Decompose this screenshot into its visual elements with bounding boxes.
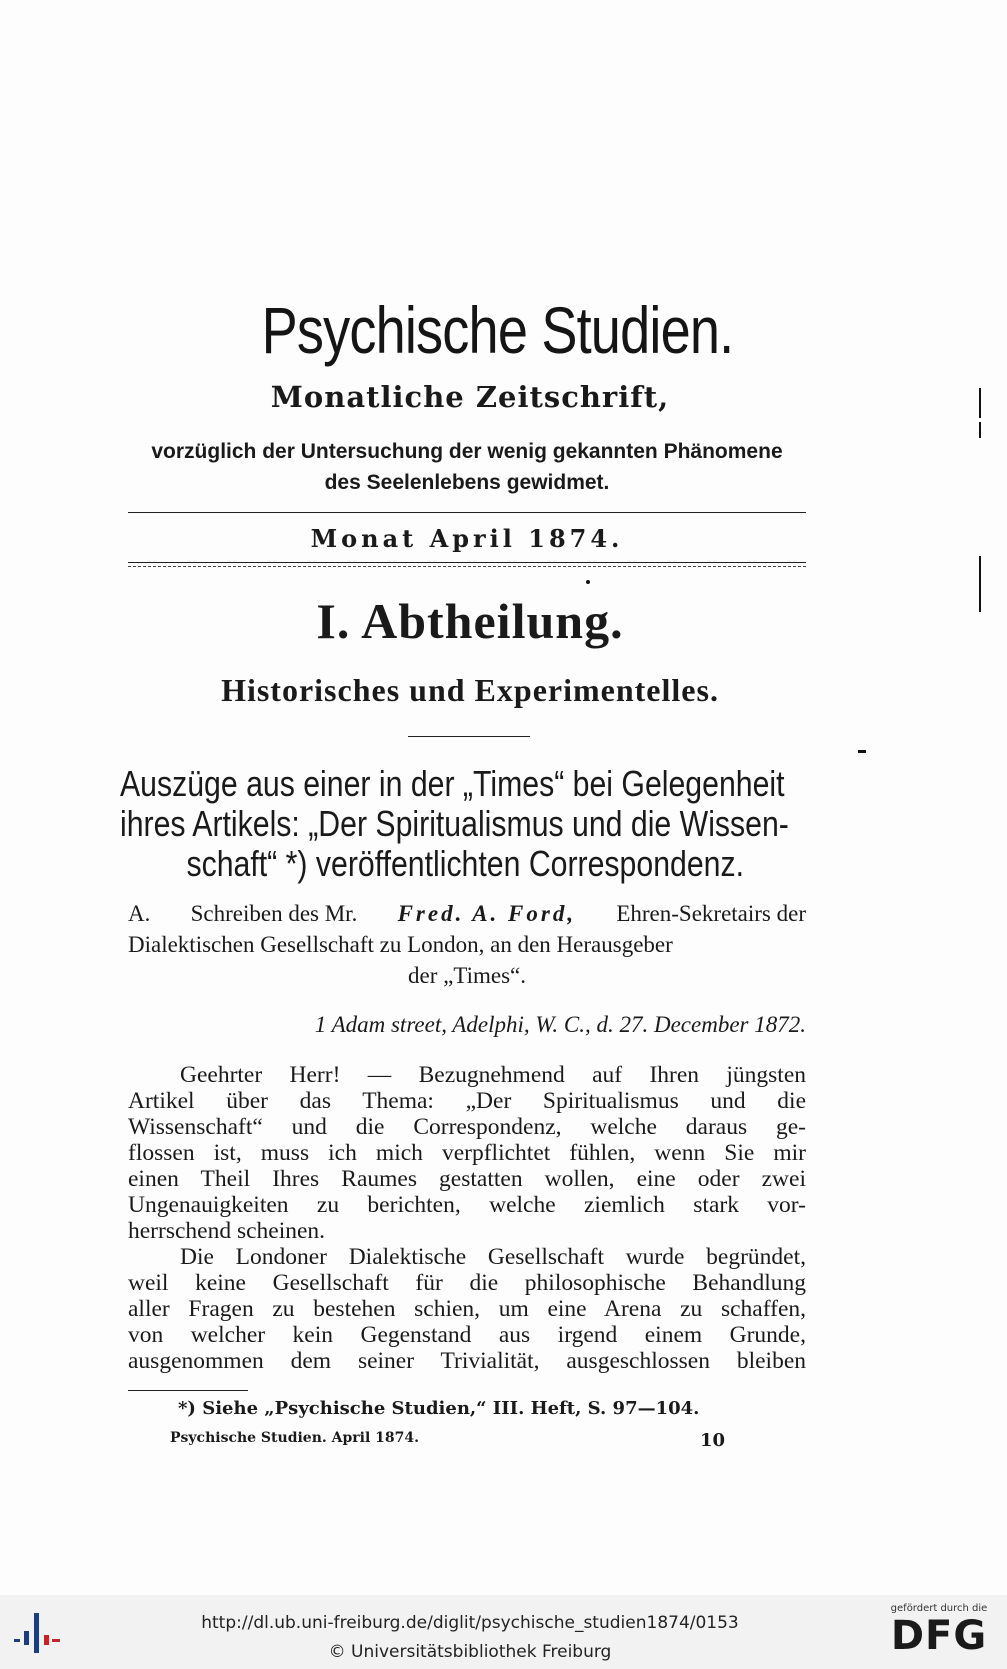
body-line: weil keine Gesellschaft für die philosophische Behandlung <box>128 1270 806 1296</box>
body-line: von welcher kein Gegenstand aus irgend einem Grunde, <box>128 1322 806 1348</box>
body-line: Die Londoner Dialektische Gesellschaft wurde begründet, <box>180 1244 806 1270</box>
heading-line: ihres Artikels: „Der Spiritualismus und die Wissen- <box>120 803 789 844</box>
body-line: Geehrter Herr! — Bezugnehmend auf Ihren jüngsten <box>180 1062 806 1088</box>
scan-mark <box>979 422 981 438</box>
letter-line: Dialektischen Gesellschaft zu London, an den Herausgeber <box>128 932 673 957</box>
paragraph-1 <box>128 1062 806 1244</box>
sheet-number: 10 <box>699 1430 725 1451</box>
issue-month: Monat April 1874. <box>310 524 624 553</box>
divider-rule <box>128 512 806 513</box>
dateline: 1 Adam street, Adelphi, W. C., d. 27. December 1872. <box>314 1012 806 1037</box>
journal-description <box>128 436 806 498</box>
article-body <box>128 1062 806 1374</box>
scan-mark <box>979 388 981 418</box>
letter-intro-a: Schreiben des Mr. <box>190 901 358 926</box>
dfg-logo <box>880 1603 998 1658</box>
divider-rule-dashed <box>128 566 806 567</box>
divider-rule <box>128 562 806 563</box>
body-line: Ungenauigkeiten zu berichten, welche ziemlich stark vor- <box>128 1192 806 1218</box>
heading-line: schaft“ *) veröffentlichten Correspondenz. <box>186 843 744 884</box>
heading-line: Auszüge aus einer in der „Times“ bei Gelegenheit <box>120 763 785 804</box>
body-line: herrschend scheinen. <box>128 1218 326 1244</box>
running-footer <box>170 1430 725 1451</box>
letter-intro <box>128 898 806 991</box>
body-line: Artikel über das Thema: „Der Spiritualismus und die <box>128 1088 806 1114</box>
letter-line: der „Times“. <box>408 963 526 988</box>
permalink-url[interactable]: http://dl.ub.uni-freiburg.de/diglit/psychische_studien1874/0153 <box>201 1613 739 1633</box>
body-line: flossen ist, muss ich mich verpflichtet fühlen, wenn Sie mir <box>128 1140 806 1166</box>
section-subtitle: Historisches und Experimentelles. <box>221 672 719 708</box>
copyright-text: © Universitätsbibliothek Freiburg <box>328 1642 612 1662</box>
body-line: Wissenschaft“ und die Correspondenz, welche daraus ge- <box>128 1114 806 1140</box>
footnote-rule <box>128 1390 248 1391</box>
letter-label: A. <box>128 901 151 926</box>
scan-mark <box>979 556 981 612</box>
body-line: einen Theil Ihres Raumes gestatten wollen, eine oder zwei <box>128 1166 806 1192</box>
footnote: *) Siehe „Psychische Studien,“ III. Heft, S. 97—104. <box>178 1398 700 1419</box>
letter-intro-b: Ehren-Sekretairs der <box>616 901 806 926</box>
scan-speck <box>858 750 866 753</box>
journal-subtitle: Monatliche Zeitschrift, <box>270 380 670 414</box>
article-heading <box>120 764 810 884</box>
running-footer-title: Psychische Studien. April 1874. <box>170 1430 420 1446</box>
viewer-footer-bar <box>0 1595 1007 1669</box>
description-line: des Seelenlebens gewidmet. <box>324 471 610 494</box>
body-line: aller Fragen zu bestehen schien, um eine Arena zu schaffen, <box>128 1296 806 1322</box>
journal-title: Psychische Studien. <box>261 293 734 367</box>
body-line: ausgenommen dem seiner Trivialität, ausgeschlossen bleiben <box>128 1348 806 1374</box>
description-line: vorzüglich der Untersuchung der wenig gekannten Phänomene <box>151 440 783 463</box>
funding-caption: gefördert durch die <box>890 1603 988 1614</box>
letter-author: Fred. A. Ford, <box>397 901 577 926</box>
section-rule <box>408 736 530 737</box>
scan-speck <box>586 580 590 584</box>
dfg-wordmark: DFG <box>890 1613 988 1659</box>
section-title: I. Abtheilung. <box>316 593 624 649</box>
paragraph-2 <box>128 1244 806 1374</box>
